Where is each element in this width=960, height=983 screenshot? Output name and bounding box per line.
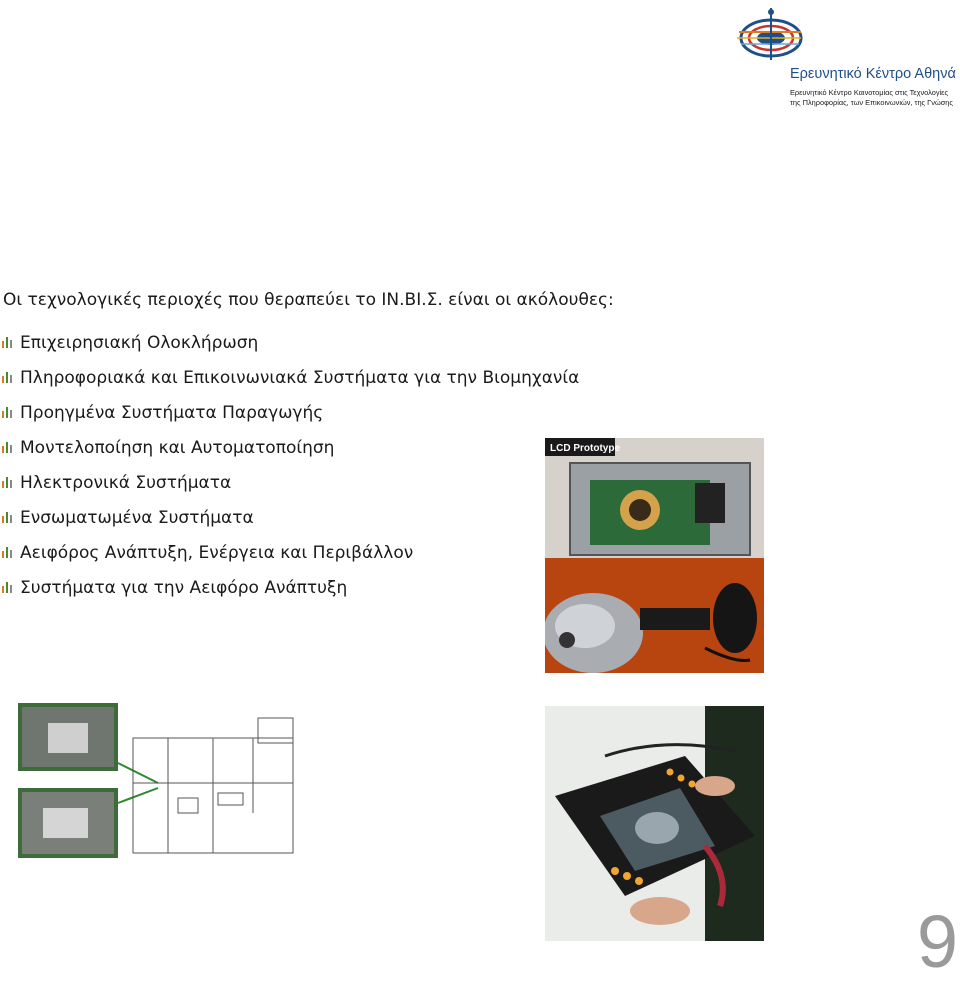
tricolor-bars-icon	[2, 442, 14, 453]
list-item	[2, 535, 579, 570]
lcd-prototype-photo	[545, 438, 764, 673]
header-logo	[735, 6, 957, 106]
intro-text: Οι τεχνολογικές περιοχές που θεραπεύει το ΙΝ.ΒΙ.Σ. είναι οι ακόλουθες:	[3, 290, 614, 310]
list-item-label: Συστήματα για την Αειφόρο Ανάπτυξη	[20, 577, 348, 598]
list-item-label: Ηλεκτρονικά Συστήματα	[20, 472, 232, 493]
list-item-label: Αειφόρος Ανάπτυξη, Ενέργεια και Περιβάλλον	[20, 542, 414, 563]
list-item-label: Ενσωματωμένα Συστήματα	[20, 507, 254, 528]
list-item-label: Πληροφοριακά και Επικοινωνιακά Συστήματα για την Βιομηχανία	[20, 367, 580, 388]
list-item	[2, 465, 579, 500]
page-number: 9	[916, 900, 958, 983]
list-item	[2, 395, 579, 430]
tricolor-bars-icon	[2, 477, 14, 488]
list-item	[2, 570, 579, 605]
tricolor-bars-icon	[2, 372, 14, 383]
tricolor-bars-icon	[2, 337, 14, 348]
list-item	[2, 500, 579, 535]
tricolor-bars-icon	[2, 407, 14, 418]
list-item-label: Επιχειρησιακή Ολοκλήρωση	[20, 332, 259, 353]
logo-subtitle-line1: Ερευνητικό Κέντρο Καινοτομίας στις Τεχνολογίες	[790, 88, 949, 97]
tricolor-bars-icon	[2, 582, 14, 593]
technology-areas-list	[2, 325, 579, 605]
list-item	[2, 325, 579, 360]
list-item-label: Μοντελοποίηση και Αυτοματοποίηση	[20, 437, 335, 458]
tricolor-bars-icon	[2, 512, 14, 523]
tricolor-bars-icon	[2, 547, 14, 558]
handheld-device-photo	[545, 706, 764, 941]
logo-title: Ερευνητικό Κέντρο Αθηνά	[790, 66, 956, 82]
list-item	[2, 360, 579, 395]
logo-subtitle-line2: της Πληροφορίας, των Επικοινωνιών, της Γνώσης	[790, 98, 953, 107]
photo-caption: LCD Prototype	[550, 443, 620, 454]
floor-plan-surveillance-photo	[18, 703, 299, 858]
list-item	[2, 430, 579, 465]
research-center-emblem-icon	[735, 6, 803, 62]
list-item-label: Προηγμένα Συστήματα Παραγωγής	[20, 402, 324, 423]
